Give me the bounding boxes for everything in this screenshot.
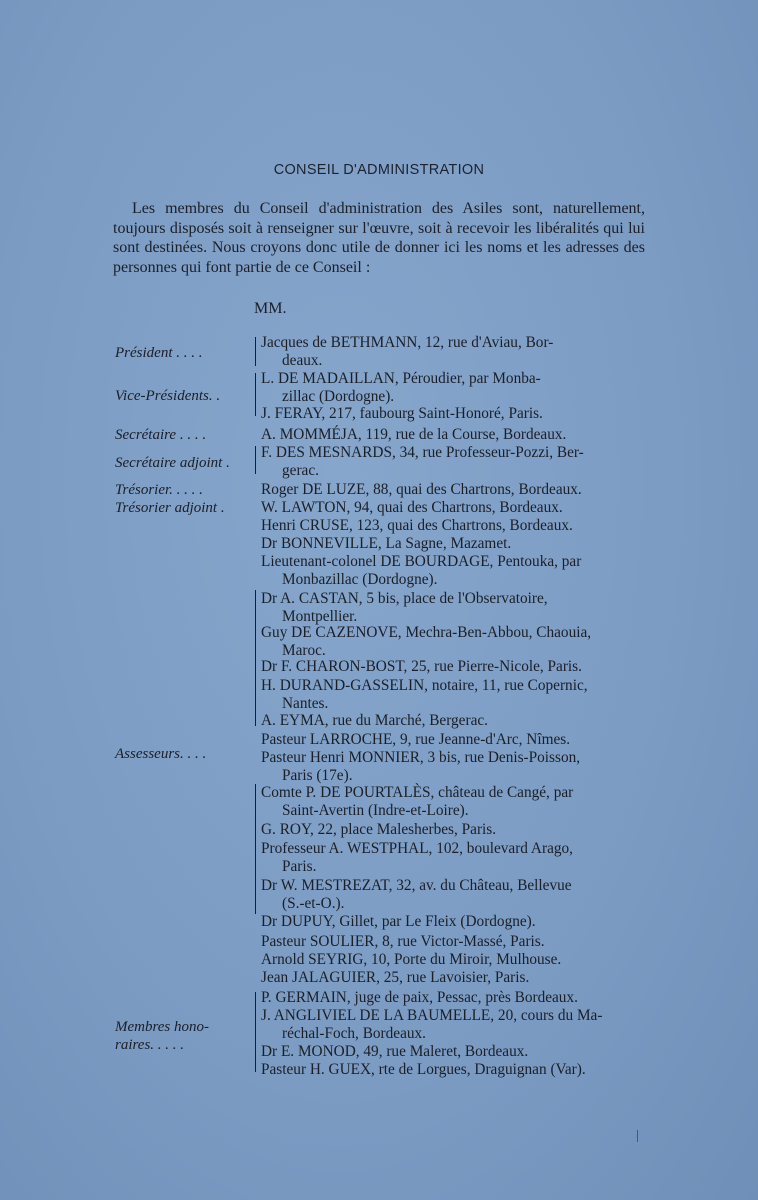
entry-cruse: Henri CRUSE, 123, quai des Chartrons, Bordeaux. bbox=[261, 517, 573, 534]
brace-honoraires bbox=[255, 992, 259, 1072]
brace-assesseurs-lower bbox=[255, 784, 259, 914]
entry-angliviel: J. ANGLIVIEL DE LA BAUMELLE, 20, cours du Ma- réchal-Foch, Bordeaux. bbox=[261, 1007, 603, 1042]
brace-vice-presidents bbox=[255, 373, 259, 416]
entry-eyma: A. EYMA, rue du Marché, Bergerac. bbox=[261, 712, 488, 729]
entry-germain: P. GERMAIN, juge de paix, Pessac, près Bordeaux. bbox=[261, 989, 578, 1006]
entry-soulier: Pasteur SOULIER, 8, rue Victor-Massé, Paris. bbox=[261, 933, 545, 950]
brace-president bbox=[255, 337, 259, 366]
paper-mark bbox=[637, 1130, 638, 1142]
entry-guex: Pasteur H. GUEX, rte de Lorgues, Draguignan (Var). bbox=[261, 1061, 586, 1078]
entry-charon-bost: Dr F. CHARON-BOST, 25, rue Pierre-Nicole, Paris. bbox=[261, 658, 582, 675]
role-president: Président . . . . bbox=[115, 345, 203, 361]
entry-roy: G. ROY, 22, place Malesherbes, Paris. bbox=[261, 821, 497, 838]
role-membres-honoraires-line2: raires. . . . . bbox=[115, 1037, 185, 1053]
entry-de-luze: Roger DE LUZE, 88, quai des Chartrons, Bordeaux. bbox=[261, 481, 582, 498]
entry-bethmann: Jacques de BETHMANN, 12, rue d'Aviau, Bor- deaux. bbox=[261, 334, 554, 369]
role-membres-honoraires-line1: Membres hono- bbox=[115, 1019, 210, 1035]
role-secretaire-adjoint: Secrétaire adjoint . bbox=[115, 455, 230, 471]
entry-de-pourtales: Comte P. DE POURTALÈS, château de Cangé, par Saint-Avertin (Indre-et-Loire). bbox=[261, 784, 574, 819]
entry-mestrezat: Dr W. MESTREZAT, 32, av. du Château, Bellevue (S.-et-O.). bbox=[261, 877, 572, 912]
entry-madaillan: L. DE MADAILLAN, Péroudier, par Monba- zillac (Dordogne). bbox=[261, 370, 541, 405]
role-tresorier-adjoint: Trésorier adjoint . bbox=[115, 500, 225, 516]
page-title: CONSEIL D'ADMINISTRATION bbox=[273, 162, 485, 178]
entry-jalaguier: Jean JALAGUIER, 25, rue Lavoisier, Paris. bbox=[261, 969, 530, 986]
brace-assesseurs-upper bbox=[255, 590, 259, 726]
entry-de-bourdage: Lieutenant-colonel DE BOURDAGE, Pentouka, par Monbazillac (Dordogne). bbox=[261, 553, 582, 588]
entry-monod: Dr E. MONOD, 49, rue Maleret, Bordeaux. bbox=[261, 1043, 529, 1060]
mm-label: MM. bbox=[254, 300, 287, 317]
entry-durand-gasselin: H. DURAND-GASSELIN, notaire, 11, rue Copernic, Nantes. bbox=[261, 677, 588, 712]
entry-de-cazenove: Guy DE CAZENOVE, Mechra-Ben-Abbou, Chaouia, Maroc. bbox=[261, 624, 592, 659]
entry-des-mesnards: F. DES MESNARDS, 34, rue Professeur-Pozzi, Ber- gerac. bbox=[261, 444, 584, 479]
intro-paragraph: Les membres du Conseil d'administration des Asiles sont, naturellement, toujours disposés soit à renseigner sur l'œuvre, soit à recevoir les libéralités qui lui sont destinées. Nous croyons donc utile de donner ici les noms et les adresses des personnes qui font partie de ce Conseil : bbox=[113, 200, 645, 276]
entry-dupuy: Dr DUPUY, Gillet, par Le Fleix (Dordogne). bbox=[261, 913, 536, 930]
entry-bonneville: Dr BONNEVILLE, La Sagne, Mazamet. bbox=[261, 535, 512, 552]
brace-secretaire-adjoint bbox=[255, 446, 259, 474]
entry-larroche: Pasteur LARROCHE, 9, rue Jeanne-d'Arc, Nîmes. bbox=[261, 731, 571, 748]
entry-seyrig: Arnold SEYRIG, 10, Porte du Miroir, Mulhouse. bbox=[261, 951, 562, 968]
entry-castan: Dr A. CASTAN, 5 bis, place de l'Observatoire, Montpellier. bbox=[261, 590, 548, 625]
entry-feray: J. FERAY, 217, faubourg Saint-Honoré, Paris. bbox=[261, 405, 543, 422]
role-vice-presidents: Vice-Présidents. . bbox=[115, 388, 221, 404]
entry-lawton: W. LAWTON, 94, quai des Chartrons, Bordeaux. bbox=[261, 499, 563, 516]
entry-westphal: Professeur A. WESTPHAL, 102, boulevard Arago, Paris. bbox=[261, 840, 573, 875]
role-tresorier: Trésorier. . . . . bbox=[115, 482, 203, 498]
entry-monnier: Pasteur Henri MONNIER, 3 bis, rue Denis-Poisson, Paris (17e). bbox=[261, 749, 581, 784]
role-assesseurs: Assesseurs. . . . bbox=[115, 746, 207, 762]
entry-mommeja: A. MOMMÉJA, 119, rue de la Course, Bordeaux. bbox=[261, 426, 567, 443]
role-secretaire: Secrétaire . . . . bbox=[115, 427, 207, 443]
